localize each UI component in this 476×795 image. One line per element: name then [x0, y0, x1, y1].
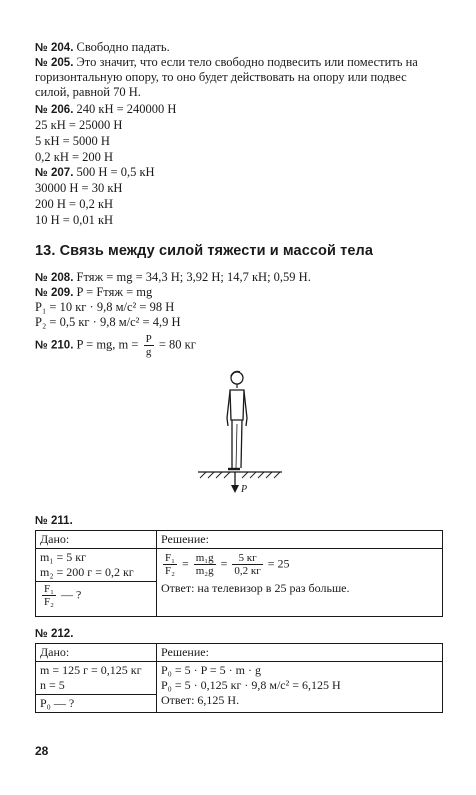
- problem-206-line-4: 0,2 кН = 200 Н: [35, 150, 114, 164]
- problem-211-title: [35, 513, 73, 529]
- problem-209-line-1: P₁ = 10 кг · 9,8 м/с² = 98 Н: [35, 300, 175, 314]
- problem-207-line-3: 200 Н = 0,2 кН: [35, 197, 114, 211]
- solution-header: Решение:: [157, 644, 443, 662]
- problem-number: № 205.: [35, 57, 74, 69]
- denominator: F₂: [44, 596, 54, 608]
- problem-206-line-1: [35, 102, 176, 118]
- given-line: m₁ = 5 кг: [40, 550, 87, 564]
- problem-text: Свободно падать.: [76, 40, 170, 54]
- problem-209: [35, 285, 152, 301]
- numerator: F₁: [44, 583, 54, 595]
- answer-text: Ответ: 6,125 Н.: [161, 693, 240, 707]
- fraction-denominator: g: [145, 346, 152, 358]
- given-values: [36, 549, 157, 582]
- denominator: F₂: [165, 565, 175, 577]
- answer-text: Ответ: на телевизор в 25 раз больше.: [161, 581, 350, 595]
- problem-212-table: [35, 643, 443, 713]
- given-line: m₂ = 200 г = 0,2 кг: [40, 565, 134, 579]
- find-cell: [36, 582, 157, 617]
- problem-206-line-3: 5 кН = 5000 Н: [35, 134, 110, 148]
- formula-rhs: = 80 кг: [158, 337, 196, 352]
- page-number: 28: [35, 744, 49, 758]
- force-arrow-label: P: [241, 484, 248, 495]
- fraction-mg: [194, 552, 216, 577]
- fraction-f1-f2: [42, 583, 56, 608]
- problem-number: № 210.: [35, 339, 74, 352]
- given-line: m = 125 г = 0,125 кг: [40, 663, 142, 677]
- numerator: 5 кг: [232, 552, 262, 565]
- section-heading: 13. Связь между силой тяжести и массой тела: [35, 243, 373, 259]
- solution-cell: [157, 662, 443, 713]
- denominator: m₂g: [195, 565, 214, 577]
- solution-formula: [161, 552, 438, 577]
- denominator: 0,2 кг: [234, 565, 261, 577]
- numerator: m₁g: [195, 552, 214, 564]
- given-header: Дано:: [36, 531, 157, 549]
- problem-205-line-1: [35, 55, 418, 71]
- given-line: n = 5: [40, 678, 65, 692]
- problem-208: [35, 270, 311, 286]
- problem-205-line-2: горизонтальную опору, то оно будет действовать на опору или подвес: [35, 70, 407, 84]
- equals-sign: =: [220, 556, 228, 571]
- find-suffix: — ?: [60, 587, 82, 602]
- solution-cell: [157, 549, 443, 617]
- given-values: [36, 662, 157, 695]
- problem-211-table: [35, 530, 443, 617]
- problem-text: 500 Н = 0,5 кН: [76, 165, 155, 179]
- problem-210: [35, 333, 196, 358]
- solution-line: P₀ = 5 · 0,125 кг · 9,8 м/с² = 6,125 Н: [161, 678, 341, 692]
- problem-text: Это значит, что если тело свободно подвесить или поместить на: [76, 55, 418, 69]
- problem-207-line-1: [35, 165, 155, 181]
- problem-number: № 211.: [35, 515, 73, 527]
- problem-204: [35, 40, 170, 56]
- problem-number: № 207.: [35, 167, 74, 179]
- problem-205-line-3: силой, равной 70 Н.: [35, 85, 141, 99]
- person-illustration: [190, 368, 300, 503]
- problem-text: 240 кН = 240000 Н: [76, 102, 177, 116]
- fraction-f1-f2: [163, 552, 177, 577]
- formula-lhs: P = mg, m =: [76, 337, 139, 352]
- result: = 25: [267, 556, 290, 571]
- fraction-masses: [232, 552, 262, 577]
- problem-207-line-4: 10 Н = 0,01 кН: [35, 213, 114, 227]
- fraction-p-over-g: [144, 333, 154, 358]
- problem-212-title: [35, 626, 73, 642]
- problem-number: № 209.: [35, 287, 74, 299]
- problem-209-line-2: P₂ = 0,5 кг · 9,8 м/с² = 4,9 Н: [35, 315, 181, 329]
- problem-number: № 204.: [35, 42, 74, 54]
- numerator: F₁: [165, 552, 175, 564]
- problem-text: Fтяж = mg = 34,3 Н; 3,92 Н; 14,7 кН; 0,59 Н.: [76, 270, 311, 284]
- problem-number: № 206.: [35, 104, 74, 116]
- equals-sign: =: [181, 556, 189, 571]
- fraction-numerator: P: [145, 333, 152, 345]
- given-header: Дано:: [36, 644, 157, 662]
- problem-text: P = Fтяж = mg: [76, 285, 153, 299]
- problem-number: № 212.: [35, 628, 74, 640]
- solution-header: Решение:: [157, 531, 443, 549]
- problem-207-line-2: 30000 Н = 30 кН: [35, 181, 123, 195]
- problem-206-line-2: 25 кН = 25000 Н: [35, 118, 123, 132]
- problem-number: № 208.: [35, 272, 74, 284]
- find-cell: P₀ — ?: [36, 695, 157, 713]
- solution-line: P₀ = 5 · P = 5 · m · g: [161, 663, 261, 677]
